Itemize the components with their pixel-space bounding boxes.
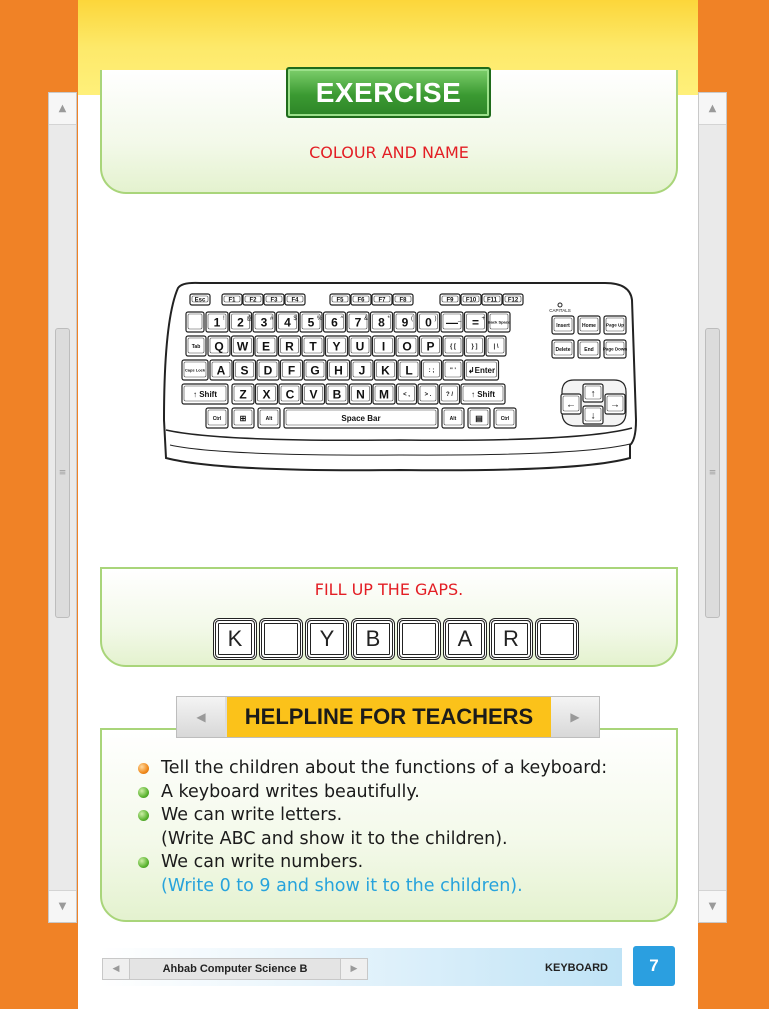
left-scrollbar[interactable]: [48, 92, 77, 923]
key-function: [372, 294, 392, 305]
key-letter: [351, 360, 373, 380]
key-letter: [281, 360, 303, 380]
key-number: [465, 312, 487, 332]
key-backslash: [486, 336, 506, 356]
key-function: [285, 294, 305, 305]
section-title-colour: COLOUR AND NAME: [309, 143, 469, 162]
key-enter: [465, 360, 499, 380]
svg-text:K: K: [381, 363, 390, 378]
green-bullet-icon: [138, 787, 149, 798]
key-letter: [232, 336, 254, 356]
key-function: [264, 294, 284, 305]
key-letter: [208, 336, 230, 356]
key-number: [418, 312, 440, 332]
key-function: [482, 294, 502, 305]
key-shift-symbol: _: [458, 316, 462, 322]
key-letter: [328, 360, 350, 380]
svg-text:Page Down: Page Down: [602, 346, 628, 352]
svg-text:> .: > .: [424, 392, 432, 399]
svg-text:S: S: [240, 363, 249, 378]
svg-text:E: E: [261, 339, 271, 354]
svg-text:Home: Home: [582, 322, 596, 329]
svg-text:" ': " ': [450, 368, 456, 375]
footer-prev-arrow-icon[interactable]: ◀: [102, 958, 130, 980]
svg-text:F: F: [287, 363, 296, 378]
svg-text:F4: F4: [291, 297, 299, 304]
key-page-down: [603, 340, 628, 358]
list-item: [136, 828, 666, 852]
helpline-bar: [176, 696, 600, 738]
orange-bullet-icon: [138, 763, 149, 774]
key-letter: [350, 384, 372, 404]
key-letter: [210, 360, 232, 380]
svg-text:| \: | \: [493, 344, 499, 351]
key-number: [371, 312, 393, 332]
key-letter: [373, 384, 395, 404]
page-number: 7: [633, 946, 675, 986]
svg-text:A: A: [216, 363, 226, 378]
svg-text:↑ Shift: ↑ Shift: [471, 389, 495, 399]
key-tab: [186, 336, 206, 356]
helpline-bullets: [136, 757, 666, 898]
key-page-up: [604, 316, 626, 334]
svg-text:I: I: [381, 339, 386, 354]
list-item: [136, 875, 666, 899]
exercise-button[interactable]: EXERCISE: [286, 67, 491, 118]
key-slash: [440, 384, 460, 404]
list-item-text: Tell the children about the functions of a keyboard:: [161, 758, 608, 778]
key-shift-symbol: (: [411, 316, 413, 322]
key-letter: [303, 384, 325, 404]
right-scrollbar[interactable]: [698, 92, 727, 923]
key-letter: [302, 336, 324, 356]
key-letter: [420, 336, 442, 356]
key-letter: [396, 336, 418, 356]
list-item: [136, 781, 666, 805]
key-function: [503, 294, 523, 305]
scroll-up-arrow-icon[interactable]: ▲: [49, 93, 76, 125]
svg-text:Esc: Esc: [194, 297, 206, 304]
svg-text:→: →: [610, 399, 620, 411]
key-tilde: [186, 312, 204, 332]
svg-text:Y: Y: [332, 339, 341, 354]
letter-box[interactable]: A: [443, 618, 487, 660]
svg-text:< ,: < ,: [403, 392, 410, 399]
svg-text:⊞: ⊞: [239, 413, 247, 423]
svg-text:Insert: Insert: [556, 322, 570, 329]
key-shift-left: [182, 384, 228, 404]
key-shift-symbol: +: [481, 316, 486, 322]
svg-text:H: H: [334, 363, 343, 378]
svg-text:←: ←: [566, 399, 576, 411]
book-title: Ahbab Computer Science B: [130, 958, 340, 980]
key-number: [324, 312, 346, 332]
key-quote: [443, 360, 463, 380]
svg-text:F10: F10: [465, 297, 477, 304]
key-shift-symbol: $: [293, 316, 297, 322]
key-shift-right: [461, 384, 505, 404]
svg-text:3: 3: [260, 315, 268, 330]
svg-text:1: 1: [213, 315, 221, 330]
previous-arrow-icon[interactable]: ◀: [177, 697, 225, 737]
svg-text:D: D: [263, 363, 273, 378]
key-shift-symbol: &: [364, 316, 369, 322]
svg-text:4: 4: [284, 315, 291, 330]
key-letter: [279, 384, 301, 404]
svg-text:Q: Q: [214, 339, 224, 354]
svg-text:O: O: [402, 339, 412, 354]
key-function: [243, 294, 263, 305]
list-item-text: (Write 0 to 9 and show it to the children).: [161, 875, 523, 896]
svg-text:End: End: [584, 346, 594, 353]
letter-box[interactable]: [535, 618, 579, 660]
svg-text:J: J: [358, 363, 366, 378]
svg-text:8: 8: [378, 315, 385, 330]
key-end: [578, 340, 600, 358]
svg-text:0: 0: [425, 315, 432, 330]
svg-text:C: C: [285, 387, 295, 402]
key-letter: [304, 360, 326, 380]
key-number: [230, 312, 252, 332]
key-delete: [552, 340, 574, 358]
key-letter: [234, 360, 256, 380]
letter-box[interactable]: B: [351, 618, 395, 660]
svg-text:6: 6: [331, 315, 338, 330]
key-comma: [397, 384, 417, 404]
svg-text:U: U: [355, 339, 365, 354]
key-alt: [442, 408, 464, 428]
svg-text:} ]: } ]: [471, 344, 478, 351]
svg-text:=: =: [471, 315, 480, 330]
key-shift-symbol: ^: [340, 316, 344, 322]
svg-text:Alt: Alt: [265, 415, 273, 422]
svg-text:2: 2: [237, 315, 244, 330]
svg-text:? /: ? /: [446, 392, 453, 399]
svg-text:↓: ↓: [590, 410, 596, 422]
svg-text:: ;: : ;: [428, 368, 435, 375]
svg-text:V: V: [309, 387, 318, 402]
svg-text:F3: F3: [270, 297, 278, 304]
footer-next-arrow-icon[interactable]: ▶: [340, 958, 368, 980]
grip-icon: ≡: [58, 468, 67, 478]
letter-box[interactable]: R: [489, 618, 533, 660]
key-arrow-down: [583, 406, 603, 424]
scroll-down-arrow-icon[interactable]: ▼: [49, 890, 76, 922]
key-letter: [232, 384, 254, 404]
svg-text:X: X: [262, 387, 271, 402]
key-letter: [255, 336, 277, 356]
next-arrow-icon[interactable]: ▶: [551, 697, 599, 737]
scroll-down-arrow-icon[interactable]: ▼: [699, 890, 726, 922]
svg-text:Z: Z: [239, 387, 247, 402]
svg-text:P: P: [426, 339, 435, 354]
svg-text:F2: F2: [249, 297, 257, 304]
key-letter: [373, 336, 395, 356]
key-function: [393, 294, 413, 305]
svg-text:↑: ↑: [590, 388, 596, 400]
svg-text:9: 9: [401, 315, 409, 330]
key-letter: [349, 336, 371, 356]
svg-text:Page Up: Page Up: [605, 322, 625, 328]
helpline-title: HELPLINE FOR TEACHERS: [227, 697, 551, 737]
letter-boxes: [213, 618, 581, 660]
key-number: [300, 312, 322, 332]
key-shift-symbol: @: [246, 316, 253, 322]
svg-text:{ [: { [: [450, 344, 456, 351]
svg-text:F11: F11: [486, 297, 498, 304]
key-letter: [279, 336, 301, 356]
letter-box[interactable]: Y: [305, 618, 349, 660]
key-space-bar: [284, 408, 438, 428]
svg-text:B: B: [332, 387, 342, 402]
key-esc: [190, 294, 210, 305]
svg-text:T: T: [309, 339, 317, 354]
key-letter: [398, 360, 420, 380]
svg-text:Tab: Tab: [191, 343, 201, 350]
svg-text:Caps Lock: Caps Lock: [184, 367, 206, 373]
list-item: [136, 851, 666, 875]
svg-text:F6: F6: [357, 297, 365, 304]
key-number: [394, 312, 416, 332]
key-period: [418, 384, 438, 404]
key-number: [277, 312, 299, 332]
svg-text:5: 5: [307, 315, 315, 330]
svg-text:G: G: [310, 363, 320, 378]
svg-text:↑ Shift: ↑ Shift: [193, 389, 217, 399]
svg-text:Alt: Alt: [449, 415, 457, 422]
svg-text:Back Space: Back Space: [487, 319, 511, 325]
svg-text:—: —: [446, 315, 458, 330]
footer: [100, 948, 622, 986]
letter-box[interactable]: [397, 618, 441, 660]
key-shift-symbol: #: [270, 316, 274, 322]
svg-text:N: N: [356, 387, 365, 402]
key-arrow-up: [583, 384, 603, 402]
keyboard-illustration: [160, 280, 638, 472]
key-semicolon: [422, 360, 442, 380]
list-item: [136, 804, 666, 828]
key-bracket: [443, 336, 463, 356]
letter-box[interactable]: K: [213, 618, 257, 660]
key-shift-symbol: %: [317, 316, 323, 322]
svg-text:F12: F12: [507, 297, 519, 304]
key-function: [222, 294, 242, 305]
capitals-indicator: CAPITALS: [549, 308, 571, 313]
svg-text:Ctrl: Ctrl: [212, 415, 222, 422]
svg-text:7: 7: [354, 315, 362, 330]
key-alt: [258, 408, 280, 428]
key-function: [461, 294, 481, 305]
key-letter: [256, 384, 278, 404]
svg-text:F9: F9: [446, 297, 454, 304]
list-item-text: We can write numbers.: [161, 852, 364, 872]
list-item: [136, 757, 666, 781]
svg-text:M: M: [379, 387, 389, 402]
scroll-thumb[interactable]: [55, 328, 70, 618]
key-arrow-left: [561, 394, 581, 414]
key-letter: [375, 360, 397, 380]
svg-text:↲Enter: ↲Enter: [467, 365, 496, 375]
key-letter: [326, 384, 348, 404]
svg-text:F7: F7: [378, 297, 386, 304]
key-function: [330, 294, 350, 305]
list-item-text: We can write letters.: [161, 805, 343, 825]
key-bracket: [465, 336, 485, 356]
key-home: [578, 316, 600, 334]
svg-text:Delete: Delete: [555, 346, 571, 353]
scroll-up-arrow-icon[interactable]: ▲: [699, 93, 726, 125]
key-number: [253, 312, 275, 332]
green-bullet-icon: [138, 810, 149, 821]
key-insert: [552, 316, 574, 334]
svg-text:F8: F8: [399, 297, 407, 304]
svg-text:L: L: [405, 363, 413, 378]
letter-box[interactable]: [259, 618, 303, 660]
section-title-fill: FILL UP THE GAPS.: [314, 580, 464, 599]
svg-text:R: R: [285, 339, 294, 354]
key-ctrl: [206, 408, 228, 428]
key-shift-symbol: !: [223, 316, 225, 322]
key-menu: [468, 408, 490, 428]
svg-text:▤: ▤: [475, 413, 483, 423]
svg-text:W: W: [236, 339, 249, 354]
key-number: [206, 312, 228, 332]
key-windows: [232, 408, 254, 428]
key-number: [347, 312, 369, 332]
key-ctrl: [494, 408, 516, 428]
svg-text:Space Bar: Space Bar: [341, 413, 381, 423]
key-function: [351, 294, 371, 305]
grip-icon: ≡: [708, 468, 717, 478]
key-shift-symbol: *: [387, 316, 390, 322]
key-shift-symbol: ): [434, 316, 437, 322]
keyboard-drawing: [160, 280, 638, 472]
key-arrow-right: [605, 394, 625, 414]
svg-text:F5: F5: [336, 297, 344, 304]
key-backspace: [488, 312, 511, 332]
key-letter: [257, 360, 279, 380]
key-letter: [326, 336, 348, 356]
green-bullet-icon: [138, 857, 149, 868]
chapter-name: KEYBOARD: [545, 962, 608, 974]
key-number: [441, 312, 463, 332]
scroll-thumb[interactable]: [705, 328, 720, 618]
list-item-text: A keyboard writes beautifully.: [161, 781, 420, 802]
svg-text:F1: F1: [228, 297, 236, 304]
key-caps-lock: [182, 360, 208, 380]
list-item-text: (Write ABC and show it to the children).: [161, 828, 508, 849]
svg-text:Ctrl: Ctrl: [500, 415, 510, 422]
key-function: [440, 294, 460, 305]
